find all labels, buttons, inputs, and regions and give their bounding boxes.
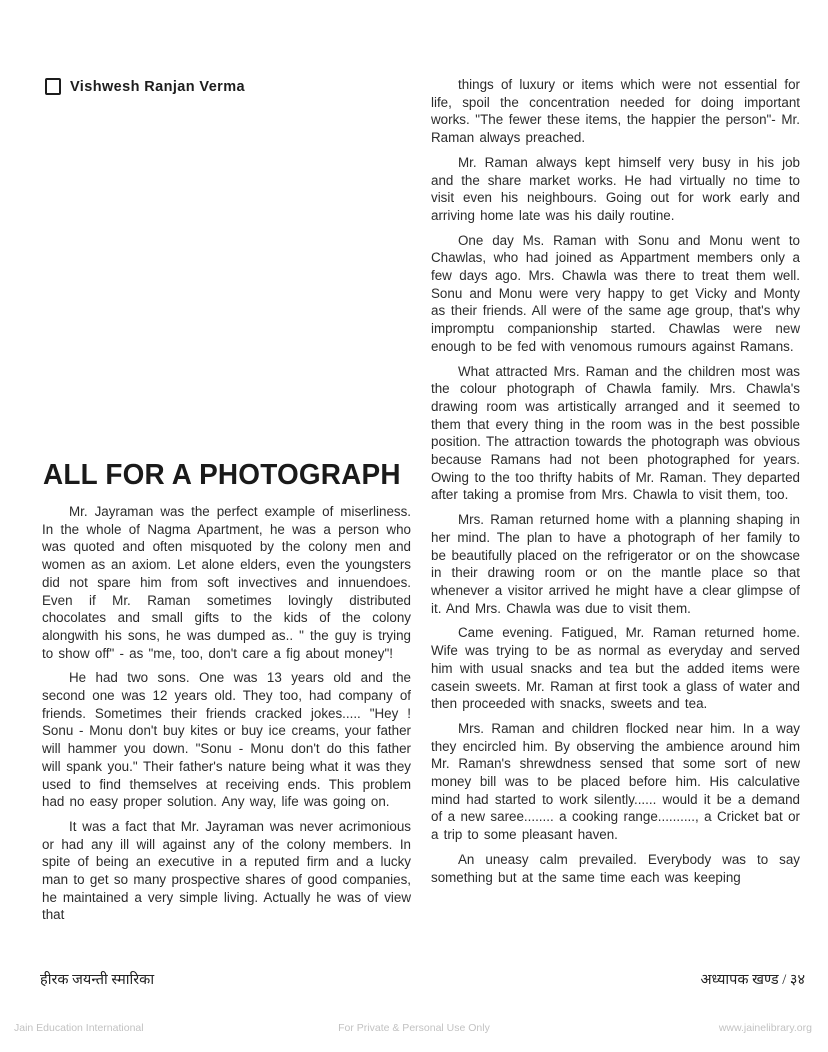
paragraph: He had two sons. One was 13 years old and the second one was 12 years old. They too, had company of friends. Sometimes their friends cracked jokes..... "Hey ! Sonu - Monu don't buy kites or buy ice creams, your father will hammer you down. "Sonu - Monu don't do this father will spank you." Their father's nature being what it was they used to find themselves at receiving ends. This problem had no easy proper solution. Any way, life was going on. <box>42 670 411 810</box>
paragraph: things of luxury or items which were not essential for life, spoil the concentration needed for doing important works. "The fewer these items, the happier the person"- Mr. Raman always preached. <box>431 77 800 146</box>
attribution-website: www.jainelibrary.org <box>718 1022 812 1034</box>
left-column <box>42 503 411 931</box>
paragraph: Mrs. Raman returned home with a planning shaping in her mind. The plan to have a photograph of her family to be beautifully placed on the refrigerator or on the showcase in their drawing room or on the mantle place so that whenever a visitor arrived he might have a clear glimpse of it. And Mrs. Chawla was due to visit them. <box>431 512 800 616</box>
paragraph: Mr. Raman always kept himself very busy in his job and the share market works. He had virtually no time to visit even his neighbours. Going out for work early and arriving home late was his daily routine. <box>431 154 800 223</box>
paragraph: Mrs. Raman and children flocked near him. In a way they encircled him. By observing the ambience around him Mr. Raman's shrewdness sensed that some sort of new money bill was to be placed before him. His calculative mind had started to work silently...... would it be a demand of a new saree........ a cooking range.........., a Cricket bat or a trip to some pleasant haven. <box>431 720 800 843</box>
paragraph: What attracted Mrs. Raman and the children most was the colour photograph of Chawla family. Mrs. Chawla's drawing room was artistically arranged and it seemed to them that every thing in the room was in the best possible position. The attraction towards the photograph was obvious because Ramans had not been photographed for years. Owing to the too thrifty habits of Mr. Raman. They departed after taking a promise from Mrs. Chawla to visit them, too. <box>431 363 800 503</box>
author-name: Vishwesh Ranjan Verma <box>70 78 245 95</box>
paragraph: Mr. Jayraman was the perfect example of miserliness. In the whole of Nagma Apartment, he was a person who was quoted and often misquoted by the colony men and women as an axiom. Let alone elders, even the youngsters did not spare him from soft invectives and innuendoes. Even if Mr. Raman sometimes lovingly distributed chocolates and small gifts to the kids of the colony alongwith his sons, he was dumped as.. " the guy is trying to show off" - as "me, too, don't care a fig about money"! <box>42 504 411 661</box>
attribution-left: Jain Education International <box>14 1022 144 1034</box>
footer-publication-title: हीरक जयन्ती स्मारिका <box>40 972 155 988</box>
author-byline <box>45 78 245 95</box>
paragraph: An uneasy calm prevailed. Everybody was to say something but at the same time each was keeping <box>431 851 800 885</box>
square-bullet-icon <box>45 78 61 95</box>
paragraph: One day Ms. Raman with Sonu and Monu went to Chawlas, who had joined as Appartment members only a few days ago. Mrs. Chawla was there to treat them well. Sonu and Monu were very happy to get Vicky and Monty as their friends. All were of the same age group, that's why impromptu companionship started. Chawlas were new enough to be fed with venomous rumours against Ramans. <box>431 232 800 354</box>
footer-section-page-number: अध्यापक खण्ड / ३४ <box>700 972 805 988</box>
paragraph: Came evening. Fatigued, Mr. Raman returned home. Wife was trying to be as normal as everyday and served him with usual snacks and tea but the added items were casein sweets. Mr. Raman at first took a glass of water and then proceeded with snacks, sweets and tea. <box>431 625 800 712</box>
attribution-center: For Private & Personal Use Only <box>338 1022 490 1034</box>
right-column <box>431 76 800 893</box>
paragraph: It was a fact that Mr. Jayraman was never acrimonious or had any ill will against any of the colony members. In spite of being an executive in a reputed firm and a lucky man to get so many prospective shares of good companies, he maintained a very simple living. Actually he was of view that <box>42 818 411 923</box>
article-title: ALL FOR A PHOTOGRAPH <box>43 459 401 491</box>
scan-attribution-bar <box>0 1020 828 1040</box>
